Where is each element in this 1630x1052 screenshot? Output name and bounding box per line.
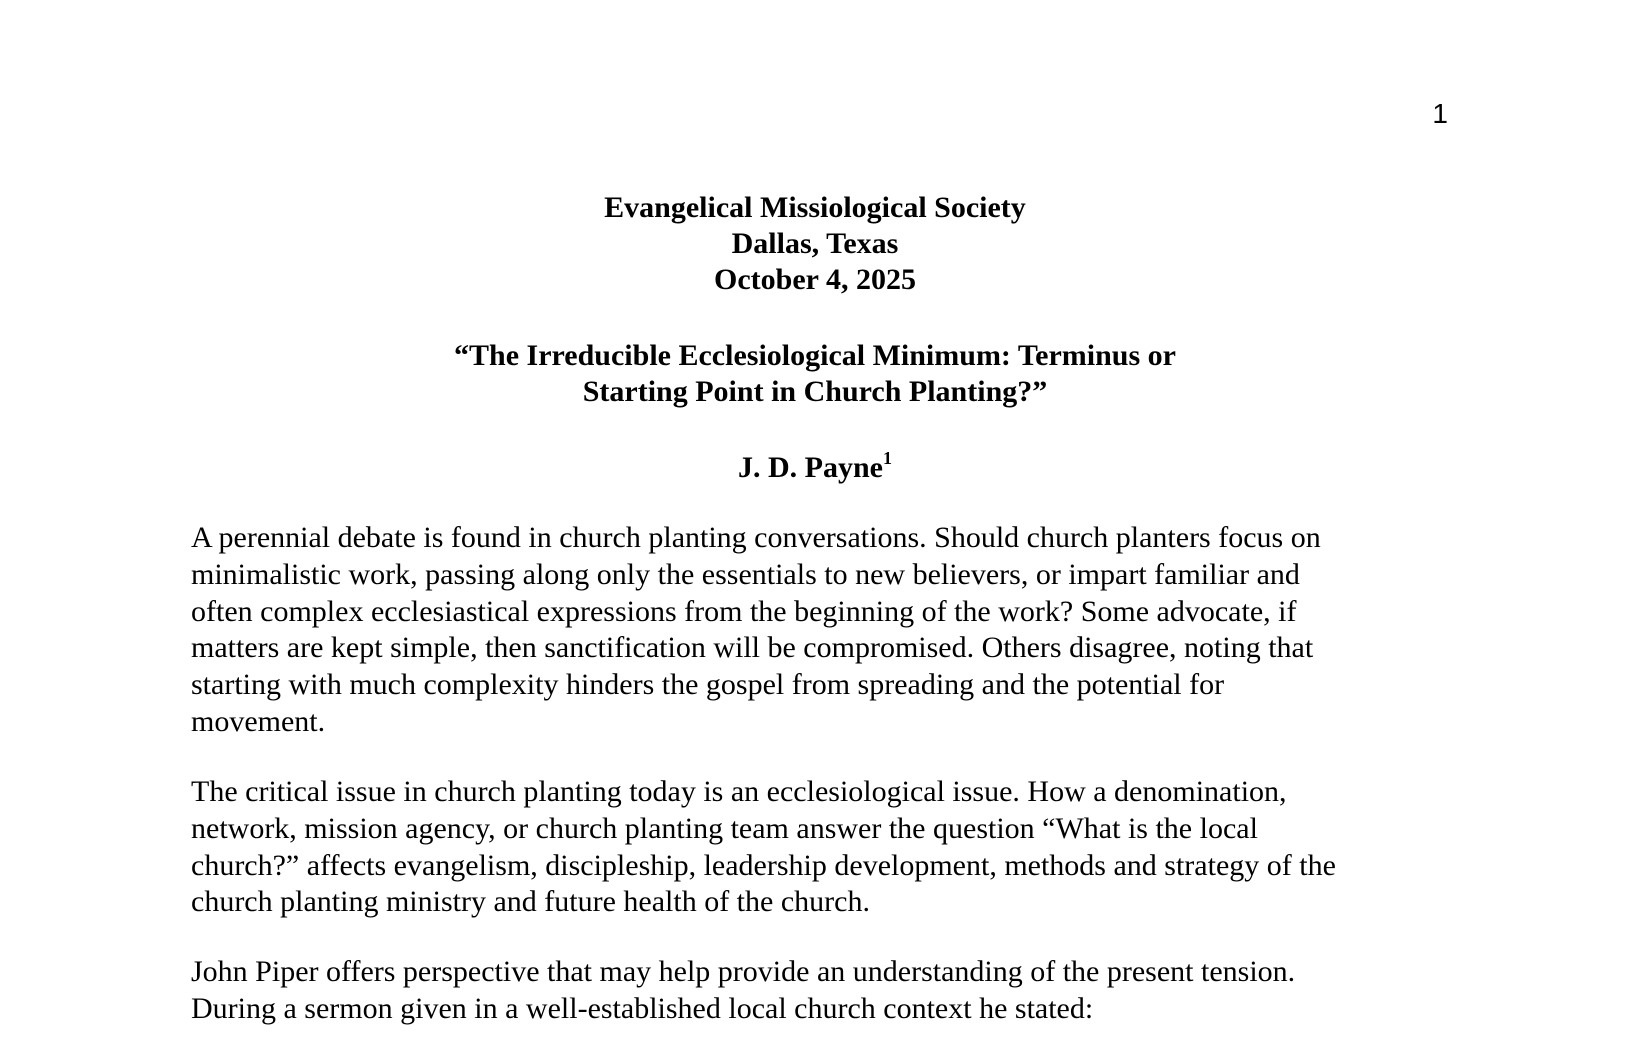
- author-footnote-marker[interactable]: 1: [883, 448, 892, 468]
- author-line: [0, 450, 1630, 486]
- paragraph-line: starting with much complexity hinders the gospel from spreading and the potential for: [191, 668, 1225, 702]
- paragraph-line: The critical issue in church planting today is an ecclesiological issue. How a denomination,: [191, 775, 1287, 808]
- paragraph-line: John Piper offers perspective that may help provide an understanding of the present tension.: [191, 955, 1296, 988]
- body-paragraph: [191, 520, 1451, 741]
- paragraph-line: During a sermon given in a well-established local church context he stated:: [191, 991, 1094, 1025]
- paper-title: [0, 338, 1630, 410]
- header-location: Dallas, Texas: [731, 227, 899, 260]
- paper-title-line-1: “The Irreducible Ecclesiological Minimum: Terminus or: [454, 339, 1176, 372]
- paragraph-line: often complex ecclesiastical expressions from the beginning of the work? Some advocate, if: [191, 594, 1297, 628]
- author-name: J. D. Payne: [738, 451, 883, 484]
- paragraph-line: matters are kept simple, then sanctification will be compromised. Others disagree, noting that: [191, 631, 1314, 665]
- paper-title-line-2: Starting Point in Church Planting?”: [582, 375, 1048, 408]
- paragraph-line: minimalistic work, passing along only the essentials to new believers, or impart familiar and: [191, 557, 1300, 591]
- paragraph-line: A perennial debate is found in church planting conversations. Should church planters focus on: [191, 521, 1321, 554]
- paragraph-line: network, mission agency, or church planting team answer the question “What is the local: [191, 811, 1258, 845]
- body-paragraph: [191, 954, 1451, 1028]
- page-number: 1: [1432, 98, 1448, 129]
- paragraph-line: movement.: [191, 704, 326, 738]
- body-paragraph: [191, 774, 1451, 921]
- header-organization: Evangelical Missiological Society: [604, 191, 1026, 224]
- paragraph-line: church?” affects evangelism, discipleship, leadership development, methods and strategy of the: [191, 848, 1336, 882]
- header-date: October 4, 2025: [714, 263, 916, 296]
- document-header: [0, 190, 1630, 298]
- paragraph-line: church planting ministry and future health of the church.: [191, 885, 870, 919]
